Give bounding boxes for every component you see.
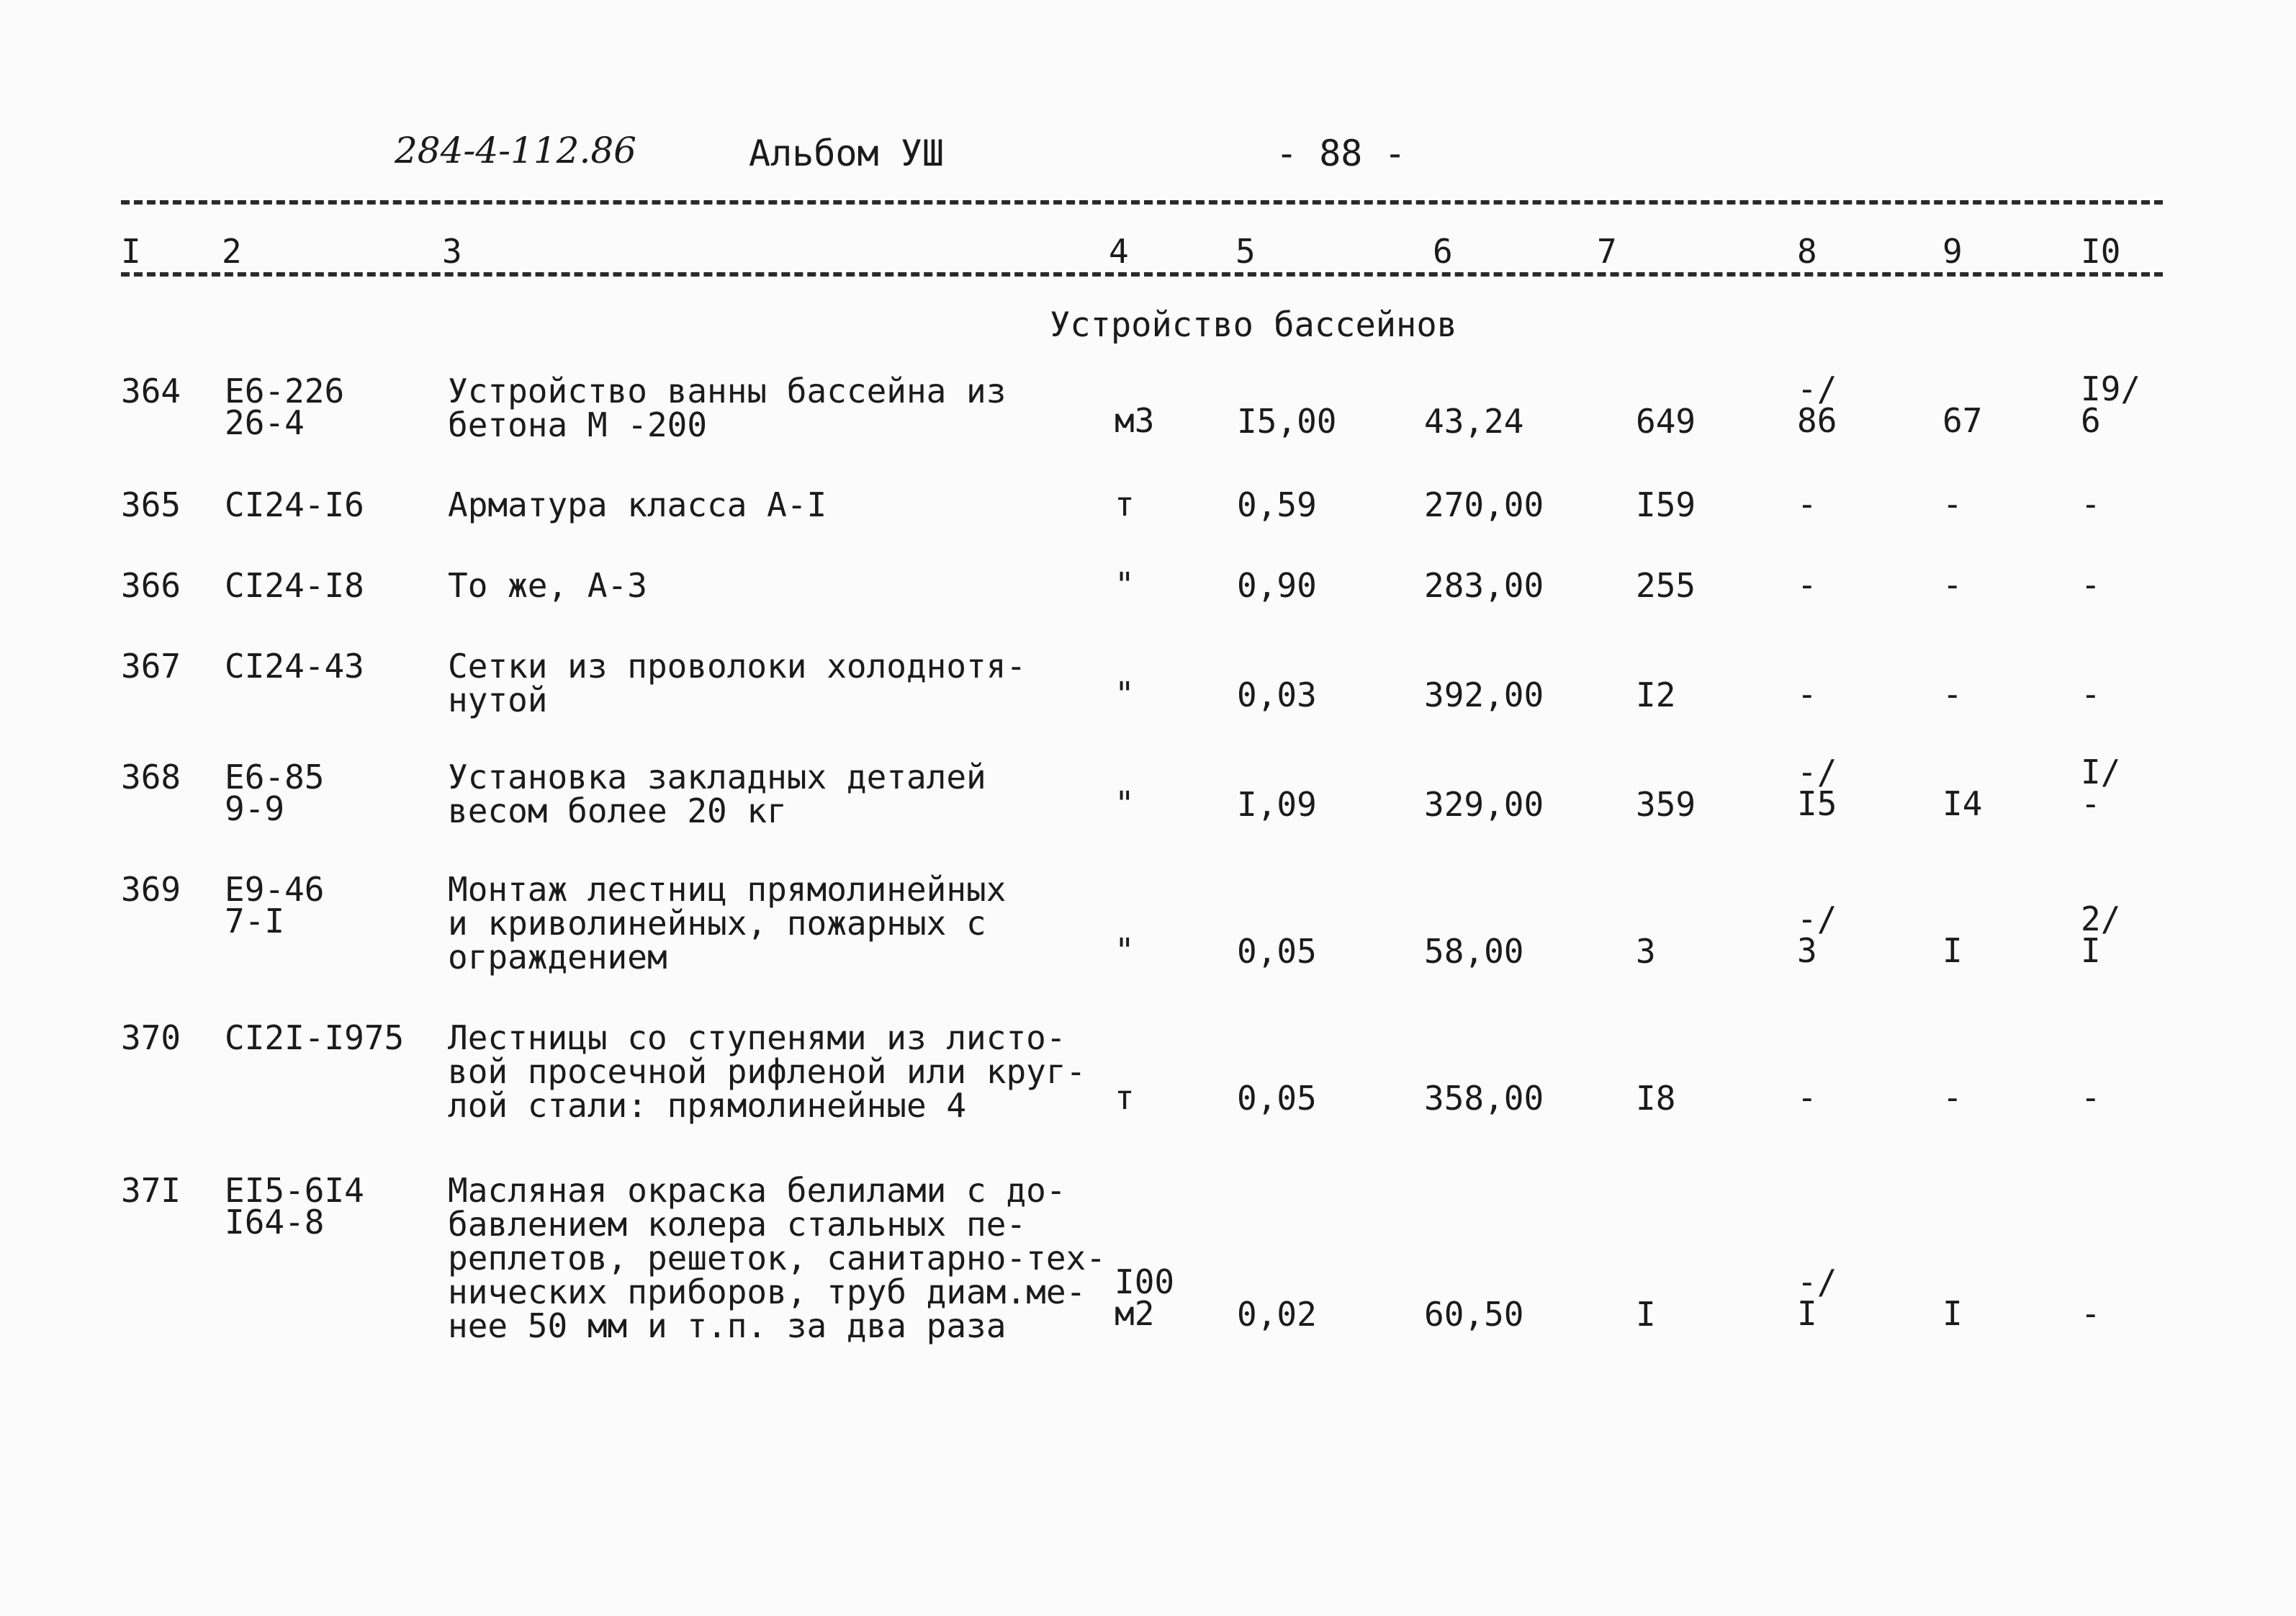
row-col-8: -/ 3 (1797, 899, 1837, 970)
row-number: 367 (121, 647, 181, 686)
row-unit: " (1115, 784, 1135, 823)
row-col-10: - (2081, 675, 2101, 714)
row-description-line: бетона М -200 (448, 405, 708, 444)
row-description-line: Лестницы со ступенями из листо- (448, 1018, 1066, 1057)
row-quantity: I5,00 (1237, 402, 1337, 441)
column-number-5: 5 (1235, 232, 1256, 271)
row-description-line: Арматура класса А-I (448, 485, 827, 524)
row-col-8: - (1797, 485, 1817, 524)
column-number-6: 6 (1433, 232, 1453, 271)
row-quantity: I,09 (1237, 785, 1317, 824)
row-description-line: реплетов, решеток, санитарно-тех- (448, 1239, 1106, 1278)
row-total: 359 (1636, 785, 1696, 824)
row-quantity: 0,03 (1237, 675, 1317, 714)
row-unit: м3 (1115, 401, 1155, 440)
row-number: 369 (121, 870, 181, 909)
row-col-9: I (1942, 1294, 1963, 1333)
column-number-2: 2 (222, 232, 242, 271)
row-unit-price: 58,00 (1424, 932, 1524, 971)
row-col-10: I/ - (2081, 753, 2121, 823)
row-col-9: I4 (1942, 784, 1983, 823)
row-number: 364 (121, 372, 181, 410)
row-col-8: - (1797, 1078, 1817, 1117)
row-col-9: - (1942, 485, 1963, 524)
row-total: 649 (1636, 402, 1696, 441)
column-number-8: 8 (1797, 232, 1817, 271)
row-code: Е6-85 (225, 758, 325, 796)
row-description-line: Устройство ванны бассейна из (448, 372, 1007, 410)
row-description-line: бавлением колера стальных пе- (448, 1205, 1027, 1244)
row-description-line: весом более 20 кг (448, 791, 787, 830)
row-quantity: 0,05 (1237, 1079, 1317, 1118)
row-unit-price: 283,00 (1424, 566, 1544, 605)
row-total: I59 (1636, 485, 1696, 524)
row-code: CI24-43 (225, 647, 364, 686)
row-description-line: вой просечной рифленой или круг- (448, 1052, 1086, 1091)
row-col-10: - (2081, 1078, 2101, 1117)
row-col-8: - (1797, 675, 1817, 714)
row-col-9: I (1942, 931, 1963, 970)
column-number-4: 4 (1109, 232, 1129, 271)
row-number: 366 (121, 566, 181, 605)
column-number-10: I0 (2081, 232, 2121, 271)
row-unit: " (1115, 675, 1135, 714)
column-number-7: 7 (1597, 232, 1617, 271)
row-quantity: 0,02 (1237, 1295, 1317, 1334)
row-description-line: нее 50 мм и т.п. за два раза (448, 1306, 1007, 1345)
column-number-underline-dashed (121, 272, 2163, 277)
row-total: I (1636, 1295, 1656, 1334)
row-unit: I00 м2 (1115, 1262, 1175, 1333)
row-description-line: То же, А-3 (448, 566, 647, 605)
row-total: 255 (1636, 566, 1696, 605)
row-description-line: нутой (448, 681, 548, 719)
row-description-line: и криволинейных, пожарных с (448, 904, 986, 943)
row-number: 365 (121, 485, 181, 524)
row-col-10: I9/ 6 (2081, 369, 2141, 440)
document-code: 284-4-112.86 (395, 130, 636, 171)
row-code: CI2I-I975 (225, 1018, 405, 1057)
row-code: CI24-I6 (225, 485, 364, 524)
row-code: Е6-226 (225, 372, 345, 410)
row-col-10: - (2081, 485, 2101, 524)
row-code: ЕI5-6I4 (225, 1171, 364, 1210)
row-number: 370 (121, 1018, 181, 1057)
row-col-9: - (1942, 675, 1963, 714)
row-unit: т (1115, 1078, 1135, 1117)
row-unit: " (1115, 931, 1135, 970)
row-total: I8 (1636, 1079, 1676, 1118)
page-number: - 88 - (1276, 133, 1406, 174)
row-description-line: Масляная окраска белилами с до- (448, 1171, 1066, 1210)
row-number: 368 (121, 758, 181, 796)
row-unit-price: 358,00 (1424, 1079, 1544, 1118)
row-col-8: - (1797, 565, 1817, 604)
row-unit-price: 329,00 (1424, 785, 1544, 824)
row-code: CI24-I8 (225, 566, 364, 605)
row-unit: " (1115, 565, 1135, 604)
row-unit-price: 270,00 (1424, 485, 1544, 524)
column-number-9: 9 (1942, 232, 1963, 271)
row-col-10: 2/ I (2081, 899, 2121, 970)
row-code-line2: 9-9 (225, 789, 285, 828)
album-title: Альбом УШ (749, 133, 944, 174)
row-unit-price: 43,24 (1424, 402, 1524, 441)
row-number: 37I (121, 1171, 181, 1210)
row-code-line2: 7-I (225, 902, 285, 941)
section-title: Устройство бассейнов (1050, 305, 1457, 345)
row-col-9: 67 (1942, 401, 1983, 440)
row-quantity: 0,05 (1237, 932, 1317, 971)
row-col-8: -/ I (1797, 1262, 1837, 1333)
row-col-8: -/ I5 (1797, 753, 1837, 823)
column-number-3: 3 (442, 232, 462, 271)
row-description-line: Сетки из проволоки холоднотя- (448, 647, 1027, 686)
row-col-10: - (2081, 1294, 2101, 1333)
row-code-line2: 26-4 (225, 403, 305, 442)
row-description-line: Установка закладных деталей (448, 758, 986, 796)
row-description-line: Монтаж лестниц прямолинейных (448, 870, 1007, 909)
row-quantity: 0,59 (1237, 485, 1317, 524)
row-unit: т (1115, 485, 1135, 524)
row-code: Е9-46 (225, 870, 325, 909)
row-total: I2 (1636, 675, 1676, 714)
row-description-line: лой стали: прямолинейные 4 (448, 1086, 967, 1125)
row-unit-price: 392,00 (1424, 675, 1544, 714)
row-description-line: нических приборов, труб диам.ме- (448, 1272, 1086, 1311)
header-divider-dashed (121, 200, 2163, 205)
row-col-8: -/ 86 (1797, 369, 1837, 440)
row-total: 3 (1636, 932, 1656, 971)
row-code-line2: I64-8 (225, 1203, 325, 1242)
row-unit-price: 60,50 (1424, 1295, 1524, 1334)
column-number-1: I (121, 232, 141, 271)
row-col-9: - (1942, 565, 1963, 604)
row-col-10: - (2081, 565, 2101, 604)
row-quantity: 0,90 (1237, 566, 1317, 605)
row-col-9: - (1942, 1078, 1963, 1117)
row-description-line: ограждением (448, 938, 667, 977)
